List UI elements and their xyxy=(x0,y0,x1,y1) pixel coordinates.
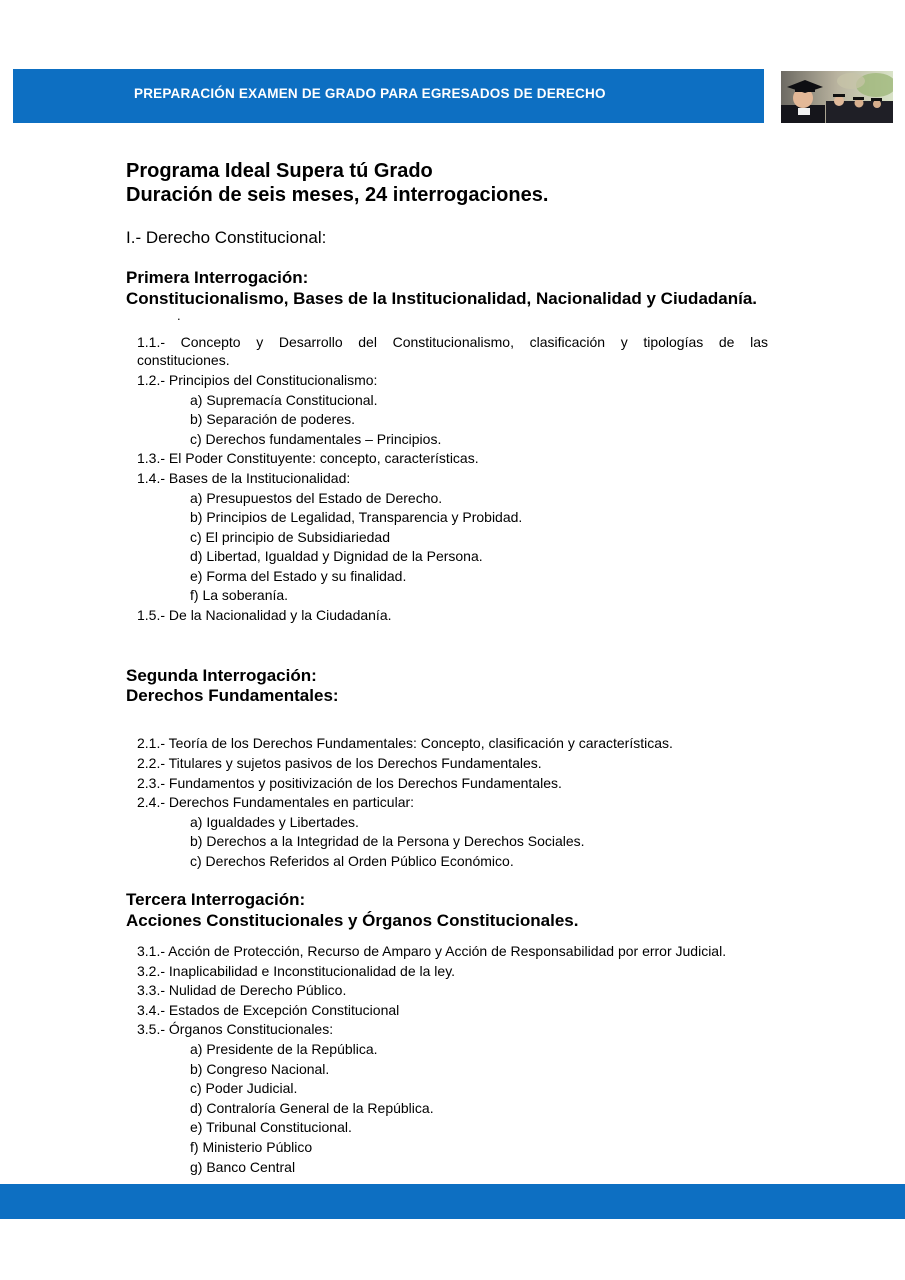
program-title: Programa Ideal Supera tú Grado xyxy=(126,160,433,182)
list-subitem: e) Forma del Estado y su finalidad. xyxy=(190,568,407,584)
list-subitem: d) Contraloría General de la República. xyxy=(190,1100,434,1116)
list-item: 2.1.- Teoría de los Derechos Fundamentales: Concepto, clasificación y características. xyxy=(137,735,673,751)
list-subitem: b) Congreso Nacional. xyxy=(190,1061,330,1077)
list-item: 1.4.- Bases de la Institucionalidad: xyxy=(137,470,351,486)
header-bar xyxy=(13,69,764,123)
list-subitem: a) Igualdades y Libertades. xyxy=(190,814,359,830)
list-item: constituciones. xyxy=(137,352,230,368)
list-subitem: a) Presupuestos del Estado de Derecho. xyxy=(190,490,443,506)
list-subitem: f) Ministerio Público xyxy=(190,1139,313,1155)
list-subitem: d) Libertad, Igualdad y Dignidad de la Persona. xyxy=(190,548,483,564)
list-subitem: c) Derechos fundamentales – Principios. xyxy=(190,431,442,447)
list-subitem: a) Supremacía Constitucional. xyxy=(190,392,378,408)
header-title: PREPARACIÓN EXAMEN DE GRADO PARA EGRESADOS DE DERECHO xyxy=(134,86,606,101)
list-item: 1.3.- El Poder Constituyente: concepto, características. xyxy=(137,450,479,466)
second-subheading: Derechos Fundamentales: xyxy=(126,686,339,705)
list-subitem: b) Derechos a la Integridad de la Persona y Derechos Sociales. xyxy=(190,833,585,849)
footer-bar xyxy=(0,1184,905,1219)
list-subitem: b) Principios de Legalidad, Transparencia y Probidad. xyxy=(190,509,523,525)
graduates-photo xyxy=(781,71,893,123)
list-subitem: g) Banco Central xyxy=(190,1159,296,1175)
list-subitem: a) Presidente de la República. xyxy=(190,1041,378,1057)
list-item: 2.3.- Fundamentos y positivización de los Derechos Fundamentales. xyxy=(137,775,562,791)
list-subitem: c) El principio de Subsidiariedad xyxy=(190,529,390,545)
first-subheading: Constitucionalismo, Bases de la Institucionalidad, Nacionalidad y Ciudadanía. xyxy=(126,289,758,308)
second-heading: Segunda Interrogación: xyxy=(126,666,317,685)
list-subitem: c) Derechos Referidos al Orden Público Económico. xyxy=(190,853,514,869)
third-heading: Tercera Interrogación: xyxy=(126,890,306,909)
list-item: 1.5.- De la Nacionalidad y la Ciudadanía. xyxy=(137,607,392,623)
list-item: 1.1.- Concepto y Desarrollo del Constitucionalismo, clasificación y tipologías de las xyxy=(137,334,768,350)
list-item: 3.3.- Nulidad de Derecho Público. xyxy=(137,982,347,998)
list-subitem: b) Separación de poderes. xyxy=(190,411,355,427)
list-item: 2.2.- Titulares y sujetos pasivos de los Derechos Fundamentales. xyxy=(137,755,542,771)
list-item: 3.2.- Inaplicabilidad e Inconstitucionalidad de la ley. xyxy=(137,963,456,979)
graduates-photo-icon xyxy=(781,71,893,123)
list-item: 3.1.- Acción de Protección, Recurso de Amparo y Acción de Responsabilidad por error Judicial. xyxy=(137,943,727,959)
program-duration: Duración de seis meses, 24 interrogaciones. xyxy=(126,184,549,206)
list-subitem: c) Poder Judicial. xyxy=(190,1080,298,1096)
section-title: I.- Derecho Constitucional: xyxy=(126,228,327,247)
list-item: 1.2.- Principios del Constitucionalismo: xyxy=(137,372,378,388)
list-item: 3.5.- Órganos Constitucionales: xyxy=(137,1021,334,1037)
list-subitem: e) Tribunal Constitucional. xyxy=(190,1119,352,1135)
first-heading: Primera Interrogación: xyxy=(126,268,309,287)
list-item: 3.4.- Estados de Excepción Constitucional xyxy=(137,1002,400,1018)
third-subheading: Acciones Constitucionales y Órganos Constitucionales. xyxy=(126,911,579,930)
stray-dot: . xyxy=(177,308,181,323)
list-item: 2.4.- Derechos Fundamentales en particular: xyxy=(137,794,415,810)
list-subitem: f) La soberanía. xyxy=(190,587,289,603)
